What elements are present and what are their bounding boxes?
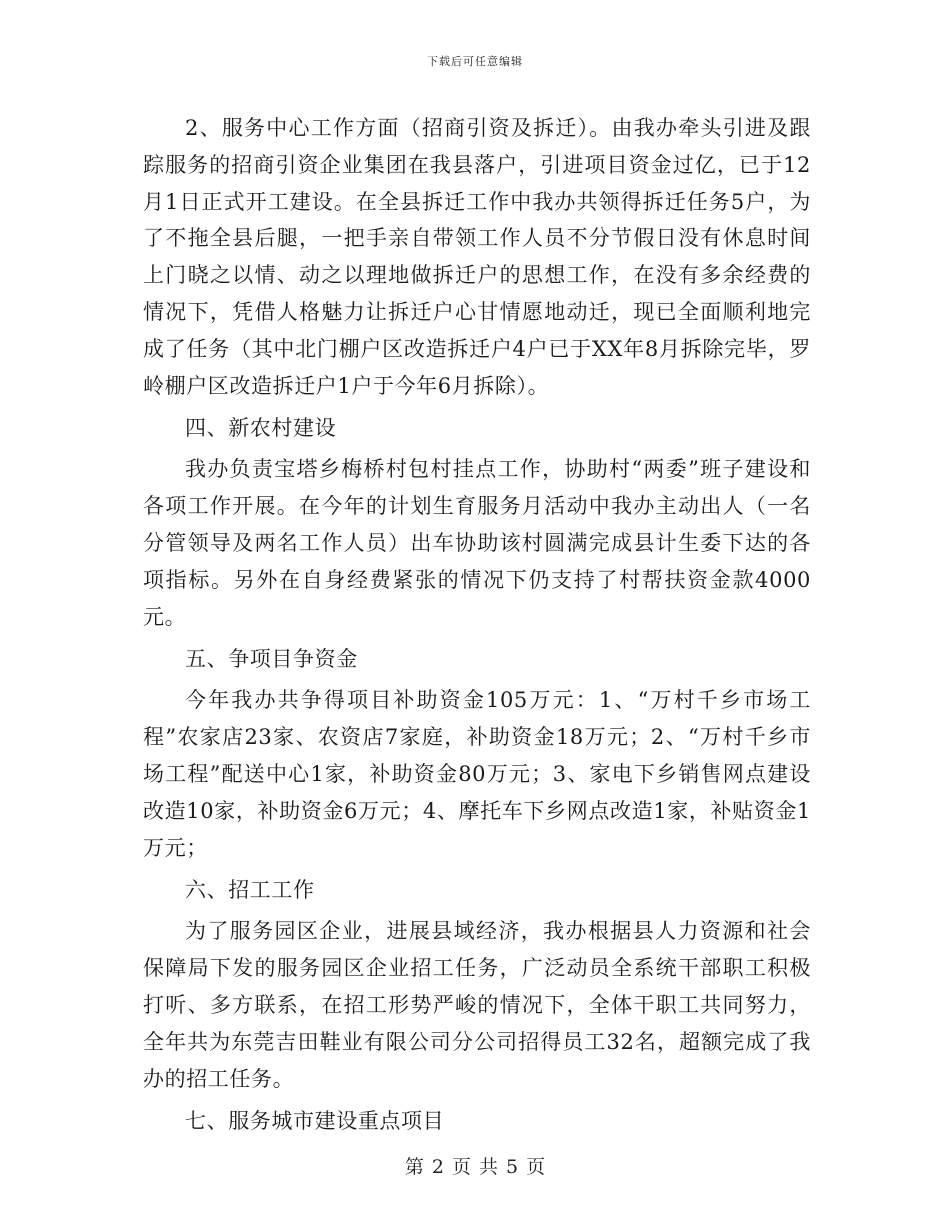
- page-number-footer: [0, 1152, 950, 1179]
- footer-suffix: 页: [526, 1156, 546, 1178]
- page-header: 下载后可任意编辑: [427, 55, 523, 68]
- footer-total-pages: 5: [506, 1156, 519, 1178]
- paragraph-service-center: 2、服务中心工作方面（招商引资及拆迁）。由我办牵头引进及跟踪服务的招商引资企业集团在我县落户，引进项目资金过亿，已于12月1日正式开工建设。在全县拆迁工作中我办共领得拆迁任务5户，为了不拖全县后腿，一把手亲自带领工作人员不分节假日没有休息时间上门晓之以情、动之以理地做拆迁户的思想工作，在没有多余经费的情况下，凭借人格魅力让拆迁户心甘情愿地动迁，现已全面顺利地完成了任务（其中北门棚户区改造拆迁户4户已于XX年8月拆除完毕，罗岭棚户区改造拆迁户1户于今年6月拆除）。: [143, 116, 811, 398]
- heading-project-funds: 五、争项目争资金: [185, 647, 358, 672]
- footer-total-label: 共: [479, 1156, 499, 1178]
- heading-new-rural-construction: 四、新农村建设: [185, 416, 337, 441]
- heading-recruitment: 六、招工工作: [185, 878, 315, 903]
- footer-page-word: 页: [451, 1156, 471, 1178]
- paragraph-project-funds: 今年我办共争得项目补助资金105万元：1、“万村千乡市场工程”农家店23家、农资店7家庭，补助资金18万元；2、“万村千乡市场工程”配送中心1家，补助资金80万元；3、家电下乡销售网点建设改造10家，补助资金6万元；4、摩托车下乡网点改造1家，补贴资金1万元；: [143, 688, 811, 860]
- footer-current-page: 2: [431, 1156, 444, 1178]
- paragraph-recruitment: 为了服务园区企业，进展县域经济，我办根据县人力资源和社会保障局下发的服务园区企业招工任务，广泛动员全系统干部职工积极打听、多方联系，在招工形势严峻的情况下，全体干职工共同努力，全年共为东莞吉田鞋业有限公司分公司招得员工32名，超额完成了我办的招工任务。: [143, 919, 811, 1091]
- paragraph-rural-construction: 我办负责宝塔乡梅桥村包村挂点工作，协助村“两委”班子建设和各项工作开展。在今年的计划生育服务月活动中我办主动出人（一名分管领导及两名工作人员）出车协助该村圆满完成县计生委下达的各项指标。另外在自身经费紧张的情况下仍支持了村帮扶资金款4000元。: [143, 457, 811, 629]
- heading-city-key-projects: 七、服务城市建设重点项目: [185, 1109, 445, 1134]
- footer-prefix: 第: [404, 1156, 424, 1178]
- document-body: [143, 110, 811, 1144]
